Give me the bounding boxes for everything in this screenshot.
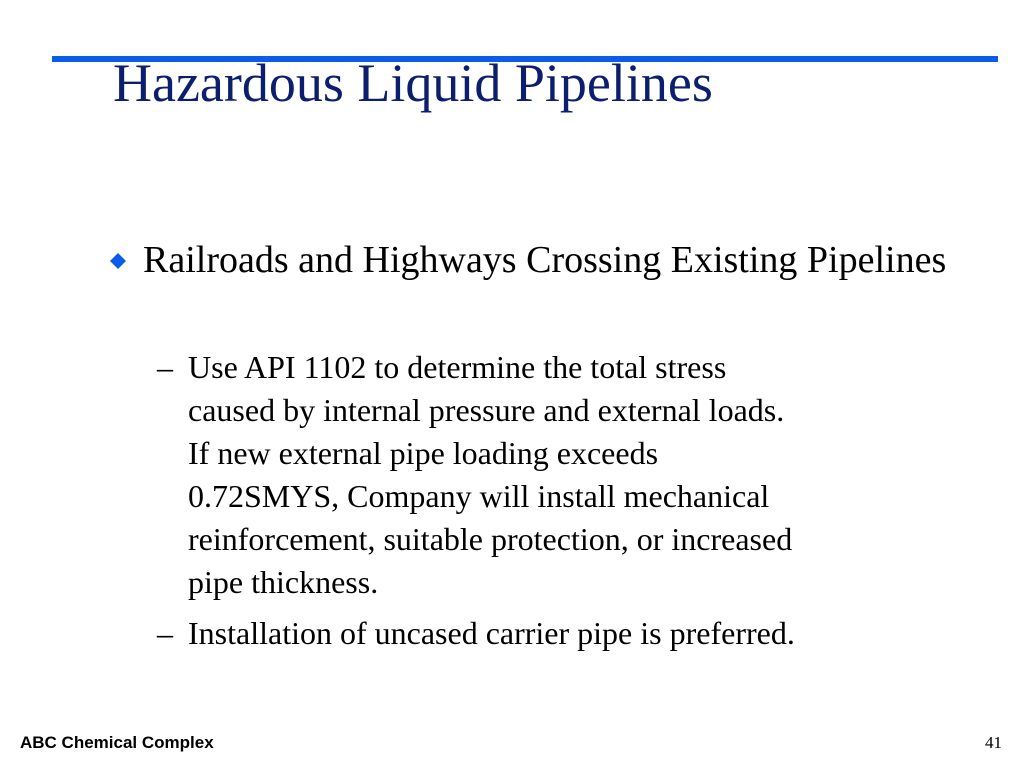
sub-bullet-text [188,612,948,655]
sub-bullet-line: Installation of uncased carrier pipe is preferred. [188,615,795,651]
sub-bullet-line: Use API 1102 to determine the total stress [188,349,727,385]
sub-bullet-line: caused by internal pressure and external loads. [188,392,785,428]
sub-bullet-text [188,346,948,604]
dash-marker: – [157,615,173,651]
dash-marker: – [157,349,173,385]
page-number: 41 [985,733,1002,752]
sub-bullet-line: reinforcement, suitable protection, or increased [188,521,793,557]
diamond-bullet-icon [110,253,126,269]
bullet-text: Railroads and Highways Crossing Existing Pipelines [143,239,947,281]
sub-bullet-line: pipe thickness. [188,564,379,600]
sub-bullet-line: 0.72SMYS, Company will install mechanical [188,478,770,514]
slide-title: Hazardous Liquid Pipelines [113,53,713,113]
sub-bullet-line: If new external pipe loading exceeds [188,435,659,471]
footer-organization: ABC Chemical Complex [20,733,214,752]
